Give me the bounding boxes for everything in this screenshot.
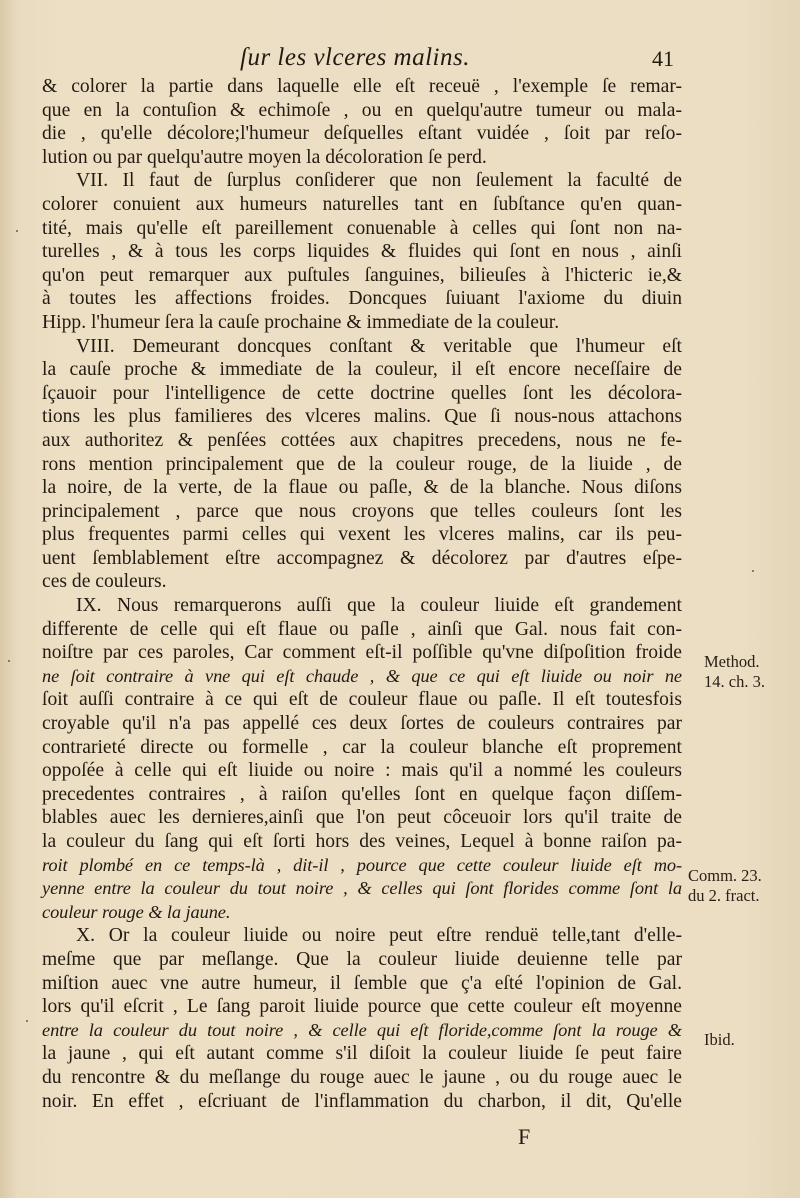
text-line: colorer conuient aux humeurs naturelles tant en ſubſtance qu'en quan-: [42, 193, 682, 215]
text-line: à toutes les affections froides. Doncques ſuiuant l'axiome du diuin: [42, 288, 682, 310]
signature-mark: F: [518, 1124, 531, 1149]
text-line: X. Or la couleur liuide ou noire peut eſtre renduë telle,tant d'elle-: [76, 925, 682, 947]
margin-note-ibid: [704, 1030, 735, 1050]
text-line: differente de celle qui eſt flaue ou paſle , ainſi que Gal. nous fait con-: [42, 618, 682, 640]
text-line: & colorer la partie dans laquelle elle eſt receuë , l'exemple ſe remar-: [42, 76, 682, 97]
text-line: yenne entre la couleur du tout noire , & celles qui ſont florides comme ſont la: [42, 878, 682, 899]
text-line: tions les plus familieres des vlceres malins. Que ſi nous-nous attachons: [42, 406, 682, 428]
text-line: noiſtre par ces paroles, Car comment eſt-il poſſible qu'vne diſpoſition froide: [42, 642, 682, 664]
text-line: la couleur du ſang qui eſt ſorti hors des veines, Lequel à bonne raiſon pa-: [42, 831, 682, 852]
text-line: qu'on peut remarquer aux puſtules ſanguines, bilieuſes à l'hicteric ie,&: [42, 264, 682, 286]
text-line: la noire, de la verte, de la flaue ou paſle, & de la blanche. Nous diſons: [42, 477, 682, 499]
text-line: noir. En effet , eſcriuant de l'inflammation du charbon, il dit, Qu'elle: [42, 1090, 682, 1112]
text-line: roit plombé en ce temps-là , dit-il , pource que cette couleur liuide eſt mo-: [42, 854, 682, 875]
paper-speck: [26, 1020, 28, 1022]
text-line: blables auec les dernieres,ainſi que l'on peut côceuoir lors qu'il traite de: [42, 807, 682, 829]
text-line: meſme que par meſlange. Que la couleur liuide deuienne telle par: [42, 948, 682, 970]
text-line: lors qu'il eſcrit , Le ſang paroit liuide pource que cette couleur eſt moyenne: [42, 996, 682, 1018]
margin-note-comm: [688, 866, 762, 906]
text-line: ces de couleurs.: [42, 571, 167, 593]
text-line: entre la couleur du tout noire , & celle qui eſt floride,comme ſont la rouge &: [42, 1019, 682, 1040]
text-line: du rencontre & du meſlange du rouge auec le jaune , ou du rouge auec le: [42, 1066, 682, 1088]
text-line: ſçauoir pour l'intelligence de cette doctrine quelles ſont les décolora-: [42, 382, 682, 404]
text-line: VIII. Demeurant doncques conſtant & veritable que l'humeur eſt: [76, 335, 682, 357]
text-line: turelles , & à tous les corps liquides & fluides qui ſont en nous , ainſi: [42, 241, 682, 263]
text-line: VII. Il faut de ſurplus conſiderer que non ſeulement la faculté de: [76, 170, 682, 192]
text-line: ſoit auſſi contraire à ce qui eſt de couleur flaue ou paſle. Il eſt toutesfois: [42, 689, 682, 711]
text-line: plus frequentes parmi celles qui vexent les vlceres malins, car ils peu-: [42, 524, 682, 546]
margin-note-ibid-text: Ibid.: [704, 1030, 735, 1049]
text-line: precedentes contraires , à raiſon qu'elles ſont en quelque façon diſſem-: [42, 783, 682, 805]
text-line: que en la contuſion & echimoſe , ou en quelqu'autre tumeur ou mala-: [42, 99, 682, 121]
paper-speck: [8, 660, 10, 662]
text-line: uent ſemblablement eſtre accompagnez & décolorez par d'autres eſpe-: [42, 547, 682, 569]
running-title: ſur les vlceres malins.: [240, 44, 470, 71]
paper-speck: [752, 570, 754, 572]
page-header: [0, 40, 800, 80]
text-line: contrarieté directe ou formelle , car la couleur blanche eſt proprement: [42, 736, 682, 758]
text-line: Hipp. l'humeur ſera la cauſe prochaine & immediate de la couleur.: [42, 311, 560, 333]
text-line: oppoſée à celle qui eſt liuide ou noire : mais qu'il a nommé les couleurs: [42, 760, 682, 782]
text-line: la cauſe proche & immediate de la couleur, il eſt encore neceſſaire de: [42, 359, 682, 381]
page-number: 41: [652, 46, 674, 71]
text-line: rons mention principalement que de la couleur rouge, de la liuide , de: [42, 453, 682, 475]
text-line: couleur rouge & la jaune.: [42, 901, 231, 922]
text-line: aux authoritez & penſées cottées aux chapitres precedens, nous ne fe-: [42, 429, 682, 451]
text-line: miſtion auec vne autre humeur, il ſemble que ç'a eſté l'opinion de Gal.: [42, 972, 682, 994]
margin-note-comm-title: Comm. 23.: [688, 866, 762, 885]
text-line: IX. Nous remarquerons auſſi que la couleur liuide eſt grandement: [76, 595, 682, 617]
main-text-block: [42, 75, 682, 1113]
margin-note-method-ref: 14. ch. 3.: [704, 672, 765, 691]
margin-note-method-title: Method.: [704, 652, 760, 671]
text-line: croyable qu'il n'a pas appellé ces deux ſortes de couleurs contraires par: [42, 713, 682, 735]
text-line: lution ou par quelqu'autre moyen la décoloration ſe perd.: [42, 146, 487, 168]
text-line: principalement , parce que nous croyons que telles couleurs ſont les: [42, 500, 682, 522]
text-line: ne ſoit contraire à vne qui eſt chaude , & que ce qui eſt liuide ou noir ne: [42, 665, 682, 686]
text-line: la jaune , qui eſt autant comme s'il diſoit la couleur liuide ſe peut faire: [42, 1043, 682, 1065]
paper-speck: [16, 230, 18, 232]
margin-note-method: [704, 652, 765, 692]
margin-note-comm-ref: du 2. fract.: [688, 886, 760, 905]
text-line: tité, mais qu'elle eſt pareillement conuenable à celles qui ſont non na-: [42, 217, 682, 239]
text-line: die , qu'elle décolore;l'humeur deſquelles eſtant vuidée , ſoit par reſo-: [42, 123, 682, 145]
